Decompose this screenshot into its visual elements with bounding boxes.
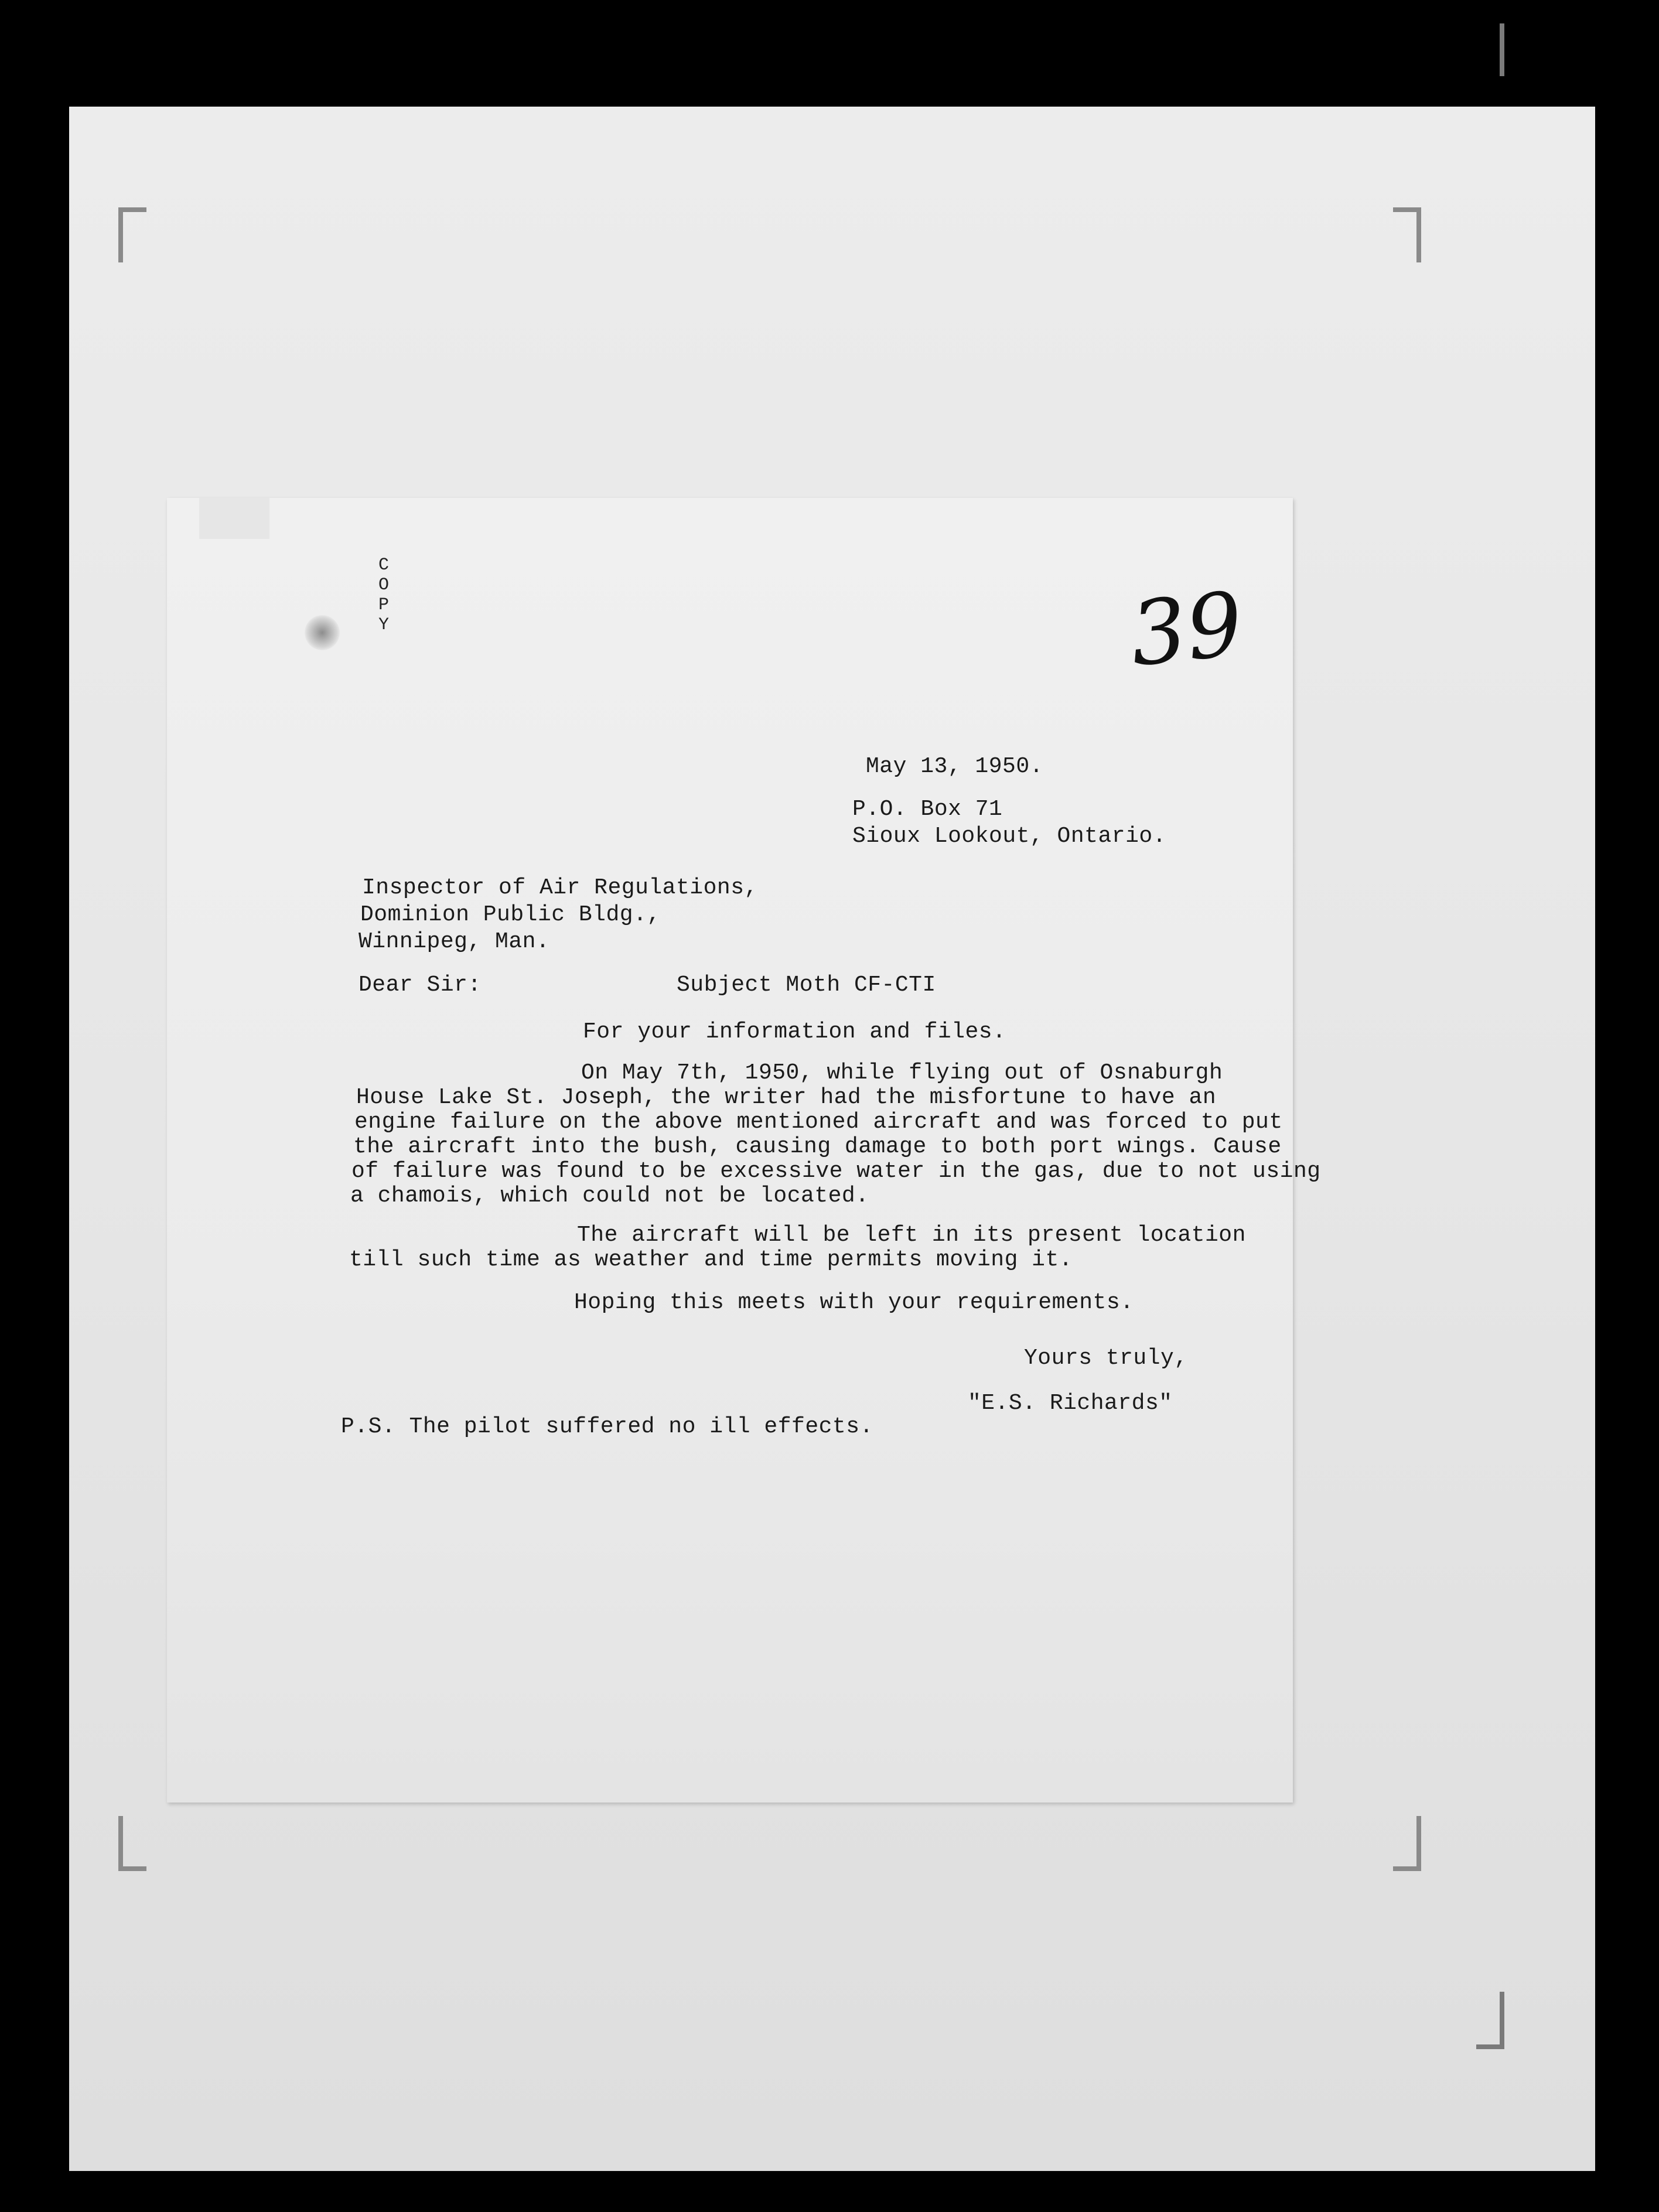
paragraph-2-line-6: a chamois, which could not be located. bbox=[350, 1183, 869, 1209]
paragraph-1: For your information and files. bbox=[583, 1019, 1006, 1044]
paragraph-4: Hoping this meets with your requirements. bbox=[574, 1290, 1134, 1315]
closing: Yours truly, bbox=[1024, 1346, 1188, 1371]
crop-mark-bottom-right bbox=[1393, 1816, 1421, 1871]
crop-mark-bottom-left bbox=[118, 1816, 146, 1871]
paragraph-2-line-4: the aircraft into the bush, causing damage to both port wings. Cause bbox=[353, 1134, 1282, 1159]
subject-line: Subject Moth CF-CTI bbox=[677, 972, 936, 998]
crop-mark-outer-top-right bbox=[1476, 23, 1504, 76]
handwritten-page-number: 39 bbox=[1125, 573, 1248, 687]
recipient-line-2: Dominion Public Bldg., bbox=[360, 902, 661, 927]
recipient-line-3: Winnipeg, Man. bbox=[359, 929, 550, 954]
paragraph-3-line-1: The aircraft will be left in its present location bbox=[577, 1223, 1246, 1248]
recipient-line-1: Inspector of Air Regulations, bbox=[362, 875, 758, 900]
crop-mark-outer-bottom-right bbox=[1476, 1992, 1504, 2049]
postscript: P.S. The pilot suffered no ill effects. bbox=[341, 1414, 873, 1439]
paragraph-2-line-3: engine failure on the above mentioned aircraft and was forced to put bbox=[354, 1110, 1283, 1135]
crop-mark-top-right bbox=[1393, 207, 1421, 262]
copy-stamp: C O P Y bbox=[378, 555, 389, 635]
signature: "E.S. Richards" bbox=[968, 1391, 1173, 1416]
paragraph-2-line-1: On May 7th, 1950, while flying out of Osnaburgh bbox=[581, 1060, 1223, 1085]
sender-address-line-2: Sioux Lookout, Ontario. bbox=[852, 824, 1166, 849]
salutation: Dear Sir: bbox=[359, 972, 482, 998]
ink-smudge bbox=[305, 615, 340, 650]
crop-mark-top-left bbox=[118, 207, 146, 262]
paragraph-3-line-2: till such time as weather and time permits moving it. bbox=[349, 1247, 1073, 1272]
torn-corner bbox=[199, 498, 269, 539]
paragraph-2-line-2: House Lake St. Joseph, the writer had the misfortune to have an bbox=[356, 1085, 1217, 1110]
paragraph-2-line-5: of failure was found to be excessive water in the gas, due to not using bbox=[351, 1159, 1321, 1184]
sender-address-line-1: P.O. Box 71 bbox=[852, 797, 1003, 822]
letter-date: May 13, 1950. bbox=[866, 754, 1043, 779]
